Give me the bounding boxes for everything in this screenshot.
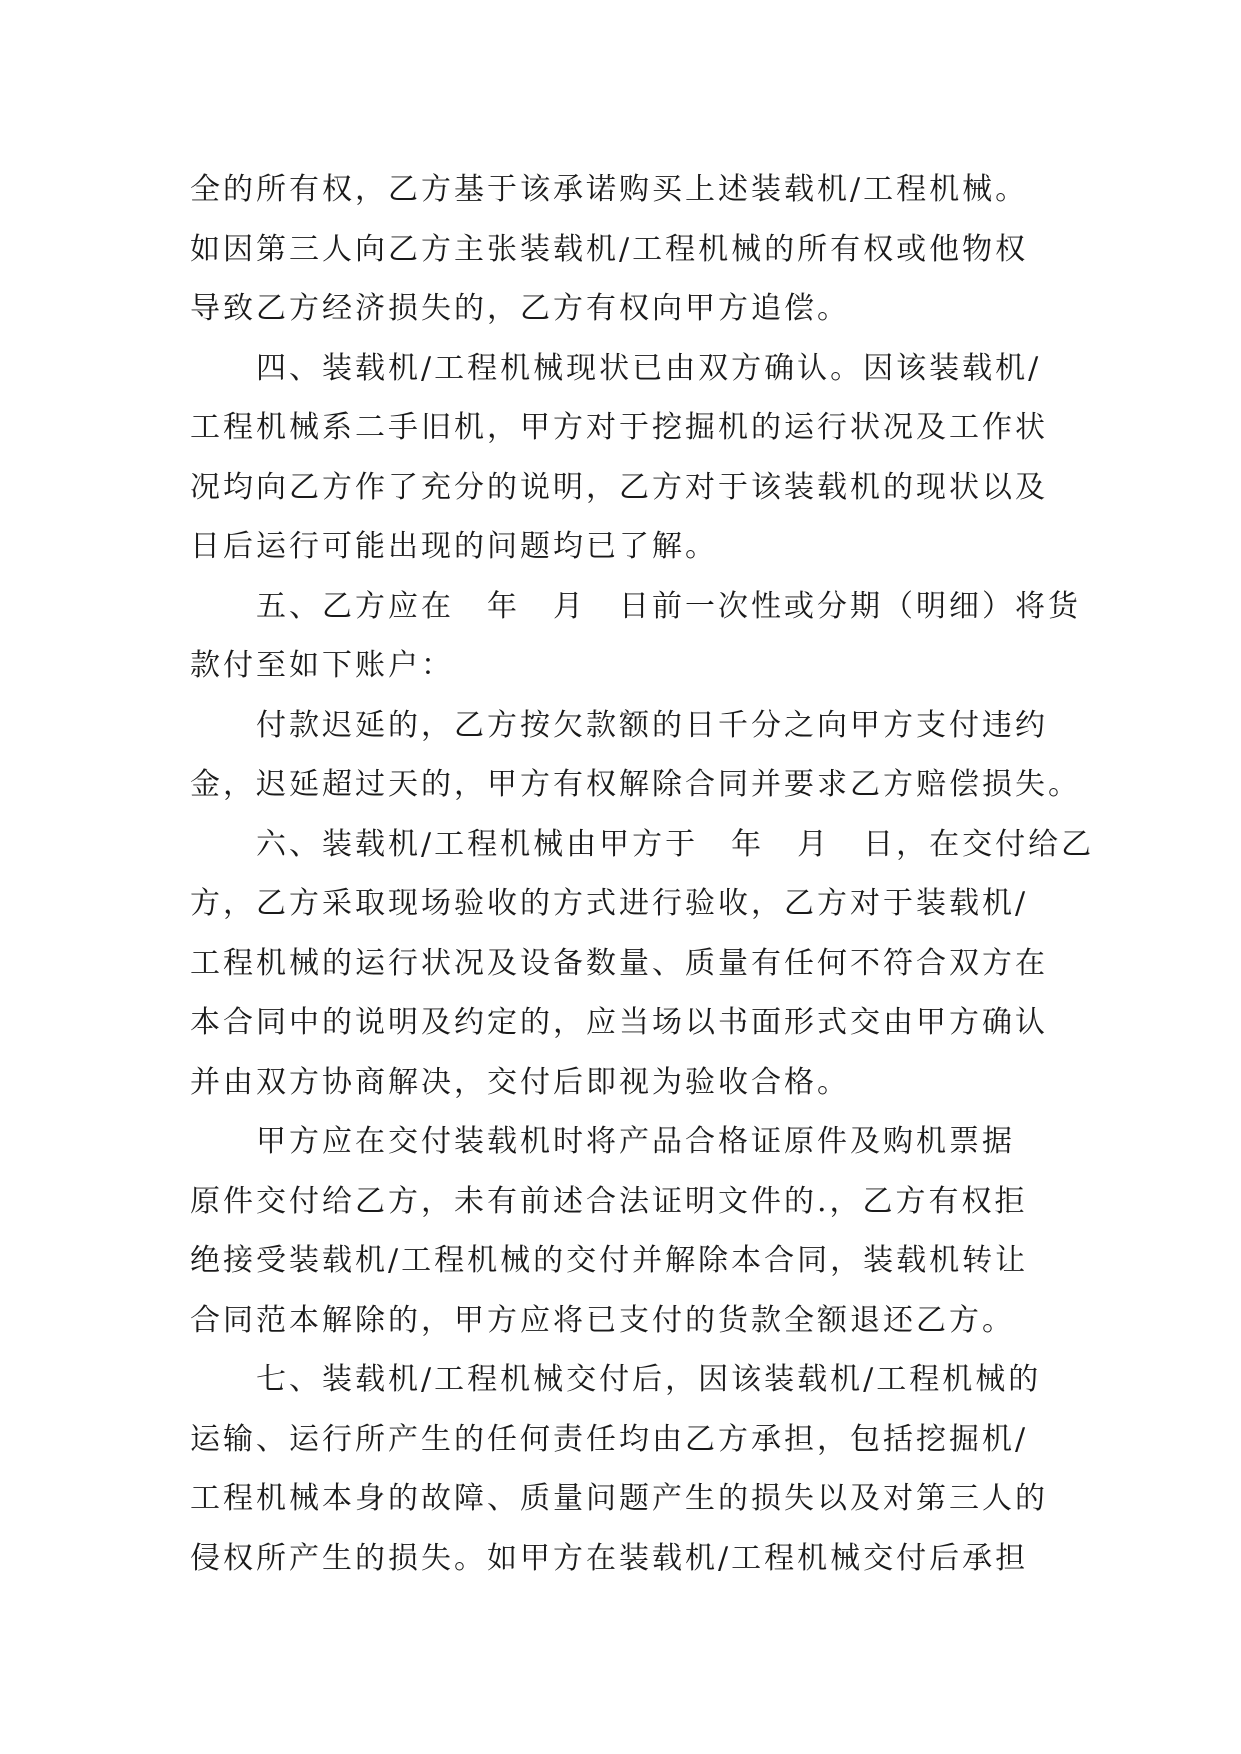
text-line: 工程机械的运行状况及设备数量、质量有任何不符合双方在 [190, 945, 1048, 981]
text-line: 日后运行可能出现的问题均已了解。 [190, 529, 718, 564]
text-line: 金，迟延超过天的，甲方有权解除合同并要求乙方赔偿损失。 [190, 767, 1081, 802]
text-line: 五、乙方应在 年 月 日前一次性或分期（明细）将货 [190, 588, 1081, 624]
text-line: 导致乙方经济损失的，乙方有权向甲方追偿。 [190, 291, 850, 326]
text-line: 并由双方协商解决，交付后即视为验收合格。 [190, 1064, 850, 1100]
text-line: 方，乙方采取现场验收的方式进行验收，乙方对于装载机/ [190, 886, 1029, 921]
text-line: 本合同中的说明及约定的，应当场以书面形式交由甲方确认 [190, 1005, 1048, 1040]
contract-body-text [190, 160, 1095, 1588]
text-line: 况均向乙方作了充分的说明，乙方对于该装载机的现状以及 [190, 469, 1048, 505]
text-line: 工程机械系二手旧机，甲方对于挖掘机的运行状况及工作状 [190, 410, 1048, 445]
text-line: 运输、运行所产生的任何责任均由乙方承担，包括挖掘机/ [190, 1421, 1029, 1457]
text-line: 甲方应在交付装载机时将产品合格证原件及购机票据 [190, 1124, 1015, 1159]
text-line: 如因第三人向乙方主张装载机/工程机械的所有权或他物权 [190, 231, 1029, 267]
text-line: 六、装载机/工程机械由甲方于 年 月 日，在交付给乙 [190, 826, 1095, 862]
text-line: 原件交付给乙方，未有前述合法证明文件的.，乙方有权拒 [190, 1183, 1028, 1219]
text-line: 绝接受装载机/工程机械的交付并解除本合同，装载机转让 [190, 1243, 1029, 1278]
text-line: 四、装载机/工程机械现状已由双方确认。因该装载机/ [190, 350, 1042, 386]
text-line: 工程机械本身的故障、质量问题产生的损失以及对第三人的 [190, 1481, 1048, 1516]
text-line: 付款迟延的，乙方按欠款额的日千分之向甲方支付违约 [190, 707, 1048, 743]
text-line: 七、装载机/工程机械交付后，因该装载机/工程机械的 [190, 1362, 1042, 1397]
text-line: 侵权所产生的损失。如甲方在装载机/工程机械交付后承担 [190, 1540, 1029, 1576]
text-line: 合同范本解除的，甲方应将已支付的货款全额退还乙方。 [190, 1302, 1015, 1338]
text-line: 全的所有权，乙方基于该承诺购买上述装载机/工程机械。 [190, 172, 1029, 207]
text-line: 款付至如下账户： [190, 648, 454, 683]
